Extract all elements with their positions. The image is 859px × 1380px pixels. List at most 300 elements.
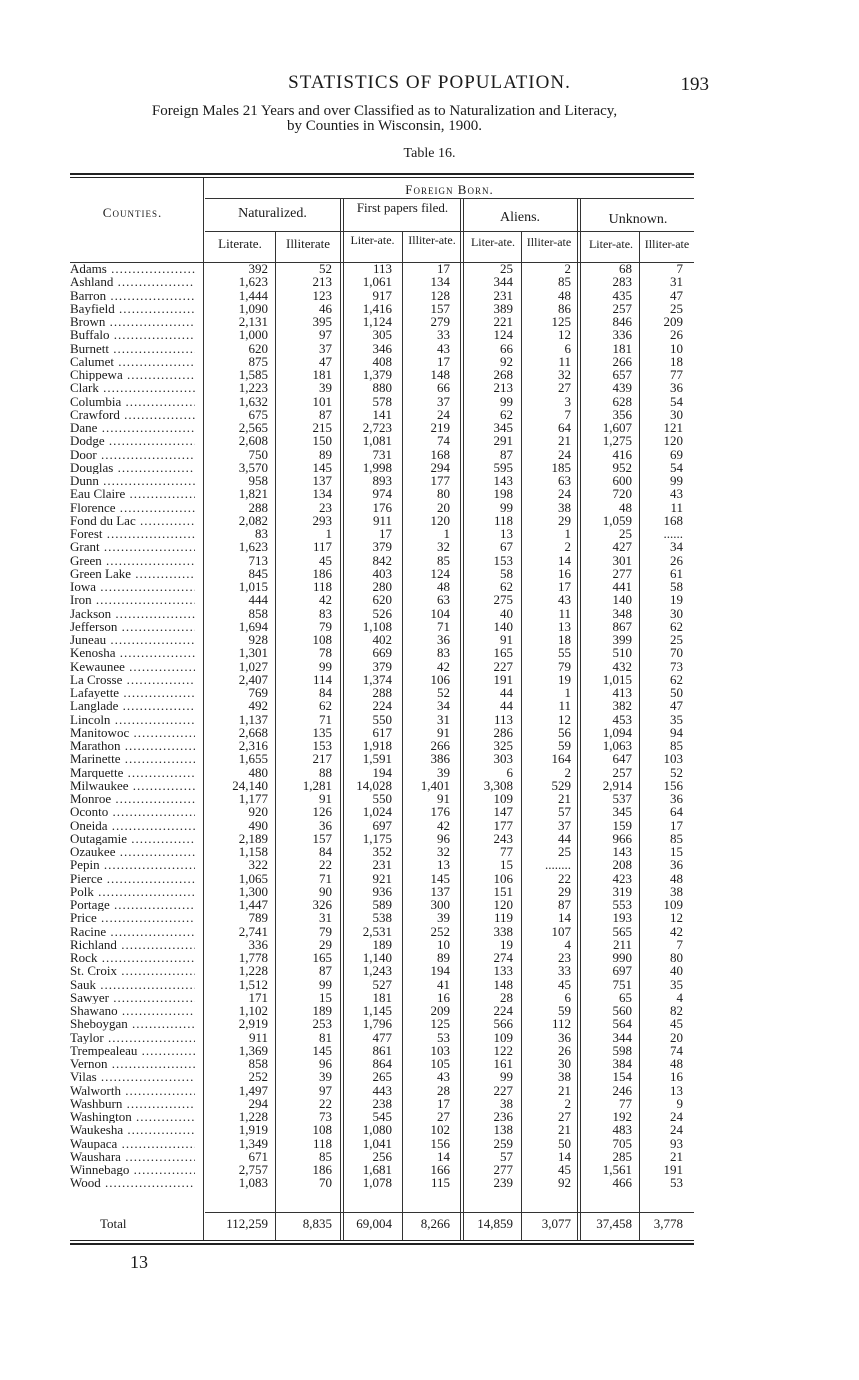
table-cell: 2,757 (238, 1162, 268, 1177)
county-name: Green Lake ..... (70, 567, 195, 580)
table-cell: 208 (612, 857, 632, 873)
table-cell: 28 (500, 989, 513, 1005)
table-cell: 97 (319, 327, 332, 343)
table-row (0, 673, 859, 686)
county-name: Price ..... (70, 911, 195, 924)
table-row (0, 925, 859, 938)
table-cell: 39 (437, 910, 450, 926)
table-cell: 115 (430, 1175, 450, 1191)
table-cell: 38 (500, 1095, 513, 1111)
table-cell: 620 (248, 340, 268, 356)
county-name: Dodge ..... (70, 434, 195, 447)
county-name: Kewaunee ..... (70, 660, 195, 673)
table-cell: 1,374 (362, 671, 392, 687)
table-cell: 47 (670, 698, 683, 714)
table-cell: 77 (619, 1095, 632, 1111)
table-cell: 550 (372, 791, 392, 806)
table-cell: 137 (430, 883, 450, 899)
table-cell: 122 (493, 1042, 513, 1058)
table-cell: 21 (670, 1148, 683, 1164)
county-name: Adams ..... (70, 262, 195, 275)
table-cell: 395 (312, 314, 332, 329)
table-cell: 118 (312, 579, 332, 594)
table-cell: 928 (248, 632, 268, 647)
table-cell: 91 (437, 724, 450, 740)
table-cell: 68 (619, 261, 632, 276)
table-cell: 126 (312, 804, 332, 820)
table-cell: 246 (612, 1082, 632, 1098)
table-body (0, 262, 859, 1190)
table-cell: 36 (319, 817, 332, 833)
table-row (0, 1097, 859, 1110)
table-cell: 453 (612, 711, 632, 727)
subheader-naturalized-literate: Literate. (218, 236, 262, 251)
table-cell: 143 (493, 473, 513, 488)
table-cell: 50 (670, 685, 683, 700)
table-cell: 21 (558, 791, 571, 806)
table-cell: 37 (437, 393, 450, 409)
table-cell: 221 (493, 314, 513, 329)
table-row (0, 858, 859, 871)
table-cell: 16 (437, 989, 450, 1005)
table-row (0, 1017, 859, 1030)
table-cell: 224 (493, 1003, 513, 1018)
page-title: STATISTICS OF POPULATION. (288, 72, 571, 93)
table-cell: 19 (670, 592, 683, 608)
county-name: Monroe ..... (70, 792, 195, 805)
table-cell: 389 (493, 300, 513, 316)
table-cell: 11 (558, 698, 571, 714)
county-name: Jackson ..... (70, 607, 195, 620)
table-cell: 274 (493, 950, 513, 965)
county-name: Dunn ..... (70, 474, 195, 487)
table-cell: 156 (430, 1135, 450, 1151)
subheader-unknown-illiterate: Illiter-ate (644, 237, 690, 251)
table-cell: 134 (430, 274, 450, 290)
table-cell: 1,015 (238, 579, 268, 594)
table-row (0, 1163, 859, 1176)
table-cell: 2,189 (238, 830, 268, 846)
total-cell: 37,458 (596, 1216, 632, 1231)
table-cell: 109 (663, 897, 683, 912)
table-cell: 1 (564, 526, 571, 541)
table-cell: 1,063 (602, 738, 632, 753)
table-cell: 13 (558, 618, 571, 634)
county-name: Waushara ..... (70, 1150, 195, 1163)
county-name: Waukesha ..... (70, 1123, 195, 1136)
table-cell: 62 (500, 579, 513, 594)
table-cell: 379 (372, 658, 392, 674)
table-cell: 48 (619, 499, 632, 515)
table-cell: 7 (676, 936, 683, 952)
table-cell: 138 (493, 1122, 513, 1138)
table-cell: 45 (670, 1016, 683, 1032)
table-cell: 80 (670, 950, 683, 965)
table-cell: 117 (312, 539, 332, 555)
table-cell: 846 (612, 314, 632, 329)
county-name: Marquette ..... (70, 766, 195, 779)
table-cell: 7 (564, 406, 571, 422)
table-cell: 1,821 (238, 486, 268, 502)
table-cell: 29 (319, 936, 332, 952)
table-cell: 423 (612, 870, 632, 886)
table-cell: 27 (558, 380, 571, 396)
table-cell: 275 (493, 592, 513, 608)
table-cell: 96 (437, 830, 450, 846)
table-cell: 91 (437, 791, 450, 806)
county-name: Crawford ..... (70, 408, 195, 421)
table-cell: 338 (493, 923, 513, 939)
naturalized-header: Naturalized. (238, 206, 307, 221)
table-cell: 27 (437, 1109, 450, 1124)
table-cell: 17 (437, 353, 450, 369)
table-cell: 47 (670, 287, 683, 303)
table-cell: 48 (670, 870, 683, 886)
table-cell: 1,177 (238, 791, 268, 806)
county-name: Marinette ..... (70, 752, 195, 765)
table-cell: 171 (248, 989, 268, 1005)
table-row (0, 501, 859, 514)
table-cell: 137 (312, 473, 332, 488)
table-cell: 1,078 (362, 1175, 392, 1191)
county-name: Pepin ..... (70, 858, 195, 871)
table-cell: 2,131 (238, 314, 268, 329)
table-cell: 1,275 (602, 433, 632, 449)
table-cell: 35 (670, 976, 683, 992)
table-cell: 58 (670, 579, 683, 594)
table-cell: 10 (670, 340, 683, 356)
table-cell: 1,081 (362, 433, 392, 449)
table-cell: 28 (437, 1082, 450, 1098)
county-name: Taylor ..... (70, 1031, 195, 1044)
table-row (0, 1123, 859, 1136)
table-cell: 285 (612, 1148, 632, 1164)
table-cell: 1,137 (238, 711, 268, 727)
table-cell: 1,447 (238, 897, 268, 912)
table-cell: 17 (437, 1095, 450, 1111)
table-cell: 2,919 (238, 1016, 268, 1032)
table-cell: 628 (612, 393, 632, 409)
table-cell: 42 (670, 923, 683, 939)
table-cell: 657 (612, 367, 632, 382)
county-name: Milwaukee ..... (70, 779, 195, 792)
table-cell: 83 (319, 605, 332, 621)
table-cell: 39 (319, 380, 332, 396)
table-cell: 864 (372, 1056, 392, 1071)
county-name: Brown ..... (70, 315, 195, 328)
table-cell: 705 (612, 1135, 632, 1151)
table-cell: 1,918 (362, 738, 392, 753)
table-cell: 529 (551, 777, 571, 793)
table-cell: 402 (372, 632, 392, 647)
table-cell: 71 (319, 870, 332, 886)
table-cell: 266 (430, 738, 450, 753)
table-cell: 85 (319, 1148, 332, 1164)
table-cell: 2 (564, 1095, 571, 1111)
table-cell: 99 (500, 393, 513, 409)
table-cell: 893 (372, 473, 392, 488)
table-cell: 38 (558, 499, 571, 515)
table-row (0, 421, 859, 434)
table-cell: 2,914 (602, 777, 632, 793)
table-cell: 1,281 (302, 777, 332, 793)
table-cell: 43 (437, 340, 450, 356)
table-cell: 118 (493, 512, 513, 528)
table-row (0, 342, 859, 355)
table-cell: 24 (670, 1109, 683, 1124)
table-cell: 6 (564, 340, 571, 356)
table-cell: 71 (319, 711, 332, 727)
table-cell: 675 (248, 406, 268, 422)
county-name: Vernon ..... (70, 1057, 195, 1070)
table-cell: 108 (312, 632, 332, 647)
table-cell: 14 (558, 552, 571, 568)
table-cell: 147 (493, 804, 513, 820)
table-cell: 193 (612, 910, 632, 926)
table-row (0, 911, 859, 924)
table-cell: 118 (312, 1135, 332, 1151)
table-cell: 113 (372, 261, 392, 276)
table-cell: 16 (558, 565, 571, 581)
table-cell: 79 (558, 658, 571, 674)
table-cell: 29 (558, 883, 571, 899)
table-cell: 194 (430, 963, 450, 979)
table-cell: 25 (558, 844, 571, 859)
table-cell: 36 (437, 632, 450, 647)
table-cell: 134 (312, 486, 332, 502)
table-cell: 89 (319, 446, 332, 462)
table-cell: 293 (312, 512, 332, 528)
table-cell: 227 (493, 1082, 513, 1098)
table-cell: 1,379 (362, 367, 392, 382)
table-cell: 66 (500, 340, 513, 356)
table-cell: 165 (312, 950, 332, 965)
table-cell: 168 (430, 446, 450, 462)
table-cell: 24 (558, 486, 571, 502)
table-cell: 156 (663, 777, 683, 793)
table-cell: 750 (248, 446, 268, 462)
table-cell: 444 (248, 592, 268, 608)
table-cell: 751 (612, 976, 632, 992)
table-label: Table 16. (403, 146, 456, 161)
table-cell: 16 (670, 1069, 683, 1085)
table-cell: 45 (558, 1162, 571, 1177)
table-cell: 231 (493, 287, 513, 303)
table-row (0, 474, 859, 487)
table-cell: 52 (319, 261, 332, 276)
table-cell: 2,608 (238, 433, 268, 449)
table-cell: 26 (670, 327, 683, 343)
table-cell: 85 (670, 830, 683, 846)
table-cell: 845 (248, 565, 268, 581)
table-cell: 109 (493, 1029, 513, 1045)
table-cell: 2 (564, 764, 571, 780)
table-cell: 66 (437, 380, 450, 396)
table-cell: 101 (312, 393, 332, 409)
table-cell: 59 (558, 1003, 571, 1018)
table-cell: 37 (558, 817, 571, 833)
table-cell: 153 (493, 552, 513, 568)
county-name: Marathon ..... (70, 739, 195, 752)
table-cell: 45 (558, 976, 571, 992)
table-cell: 1,655 (238, 751, 268, 767)
table-cell: 1,124 (362, 314, 392, 329)
table-cell: 490 (248, 817, 268, 833)
table-row (0, 633, 859, 646)
table-cell: 17 (558, 579, 571, 594)
table-row (0, 766, 859, 779)
county-name: Door ..... (70, 448, 195, 461)
county-name: Florence ..... (70, 501, 195, 514)
table-cell: 527 (372, 976, 392, 992)
table-row (0, 434, 859, 447)
table-cell: 238 (372, 1095, 392, 1111)
table-cell: 286 (493, 724, 513, 740)
county-name: Polk ..... (70, 885, 195, 898)
table-cell: 33 (437, 327, 450, 343)
county-name: Jefferson ..... (70, 620, 195, 633)
table-cell: 83 (437, 645, 450, 661)
table-cell: 861 (372, 1042, 392, 1058)
table-cell: 18 (558, 632, 571, 647)
table-cell: 1,228 (238, 1109, 268, 1124)
table-cell: 7 (676, 261, 683, 276)
table-cell: 598 (612, 1042, 632, 1058)
county-name: Columbia ..... (70, 395, 195, 408)
table-cell: 42 (437, 658, 450, 674)
table-cell: 345 (493, 420, 513, 435)
table-cell: 13 (437, 857, 450, 873)
table-cell: 669 (372, 645, 392, 661)
table-cell: 87 (500, 446, 513, 462)
table-cell: 921 (372, 870, 392, 886)
table-cell: 443 (372, 1082, 392, 1098)
table-cell: 32 (558, 367, 571, 382)
table-row (0, 395, 859, 408)
counties-header: Counties. (102, 205, 163, 220)
table-cell: 97 (319, 1082, 332, 1098)
table-cell: 325 (493, 738, 513, 753)
table-cell: 21 (558, 433, 571, 449)
table-cell: 1,497 (238, 1082, 268, 1098)
table-cell: 148 (493, 976, 513, 992)
table-cell: 33 (558, 963, 571, 979)
table-cell: 77 (670, 367, 683, 382)
county-name: Oneida ..... (70, 819, 195, 832)
subheader-divider (205, 231, 694, 232)
table-cell: 79 (319, 618, 332, 634)
table-cell: 189 (312, 1003, 332, 1018)
table-cell: 550 (372, 711, 392, 727)
county-name: Portage ..... (70, 898, 195, 911)
caption-line-2: by Counties in Wisconsin, 1900. (287, 118, 482, 134)
county-name: Racine ..... (70, 925, 195, 938)
table-cell: 326 (312, 897, 332, 912)
table-cell: 104 (430, 605, 450, 621)
table-cell: 71 (437, 618, 450, 634)
table-cell: 966 (612, 830, 632, 846)
table-cell: 99 (319, 658, 332, 674)
table-cell: 12 (670, 910, 683, 926)
table-cell: 2,082 (238, 512, 268, 528)
table-cell: 14 (558, 910, 571, 926)
table-cell: 92 (500, 353, 513, 369)
table-cell: 90 (319, 883, 332, 899)
county-name: Lincoln ..... (70, 713, 195, 726)
table-cell: 37 (319, 340, 332, 356)
table-cell: 257 (612, 764, 632, 780)
footer-number: 13 (130, 1252, 148, 1272)
county-name: Vilas ..... (70, 1070, 195, 1083)
table-cell: 13 (670, 1082, 683, 1098)
county-name: Iron ..... (70, 593, 195, 606)
table-row (0, 1070, 859, 1083)
table-cell: 47 (319, 353, 332, 369)
table-row (0, 792, 859, 805)
table-cell: 73 (319, 1109, 332, 1124)
county-name: Shawano ..... (70, 1004, 195, 1017)
table-row (0, 262, 859, 275)
bottom-rule-thin (70, 1240, 694, 1241)
table-cell: 198 (493, 486, 513, 502)
table-cell: 102 (430, 1122, 450, 1138)
table-cell: 1,041 (362, 1135, 392, 1151)
table-cell: 279 (430, 314, 450, 329)
table-cell: 22 (319, 1095, 332, 1111)
table-row (0, 540, 859, 553)
table-row (0, 368, 859, 381)
table-cell: 439 (612, 380, 632, 396)
table-cell: 477 (372, 1029, 392, 1045)
table-cell: 77 (500, 844, 513, 859)
table-cell: 2,316 (238, 738, 268, 753)
table-cell: 161 (493, 1056, 513, 1071)
table-cell: 2,668 (238, 724, 268, 740)
table-cell: 427 (612, 539, 632, 555)
table-cell: 113 (493, 711, 513, 727)
table-cell: 176 (430, 804, 450, 820)
table-cell: 2,741 (238, 923, 268, 939)
table-cell: 21 (558, 1122, 571, 1138)
table-cell: 256 (372, 1148, 392, 1164)
table-cell: 25 (500, 261, 513, 276)
table-cell: 3,308 (483, 777, 513, 793)
table-cell: 11 (558, 605, 571, 621)
table-cell: 62 (670, 671, 683, 687)
table-cell: 671 (248, 1148, 268, 1164)
table-row (0, 408, 859, 421)
table-cell: 1,561 (602, 1162, 632, 1177)
table-cell: 589 (372, 897, 392, 912)
table-cell: 265 (372, 1069, 392, 1085)
table-cell: 40 (500, 605, 513, 621)
table-row (0, 951, 859, 964)
table-cell: 1,512 (238, 976, 268, 992)
table-cell: 181 (372, 989, 392, 1005)
table-cell: 168 (663, 512, 683, 528)
table-cell: 89 (437, 950, 450, 965)
total-rule (205, 1212, 694, 1213)
table-cell: 128 (430, 287, 450, 303)
table-cell: 27 (558, 1109, 571, 1124)
table-cell: 17 (379, 526, 392, 541)
table-cell: 125 (551, 314, 571, 329)
table-cell: 336 (248, 936, 268, 952)
table-cell: 24 (437, 406, 450, 422)
table-cell: 1,300 (238, 883, 268, 899)
table-cell: 1,607 (602, 420, 632, 435)
table-cell: 148 (430, 367, 450, 382)
